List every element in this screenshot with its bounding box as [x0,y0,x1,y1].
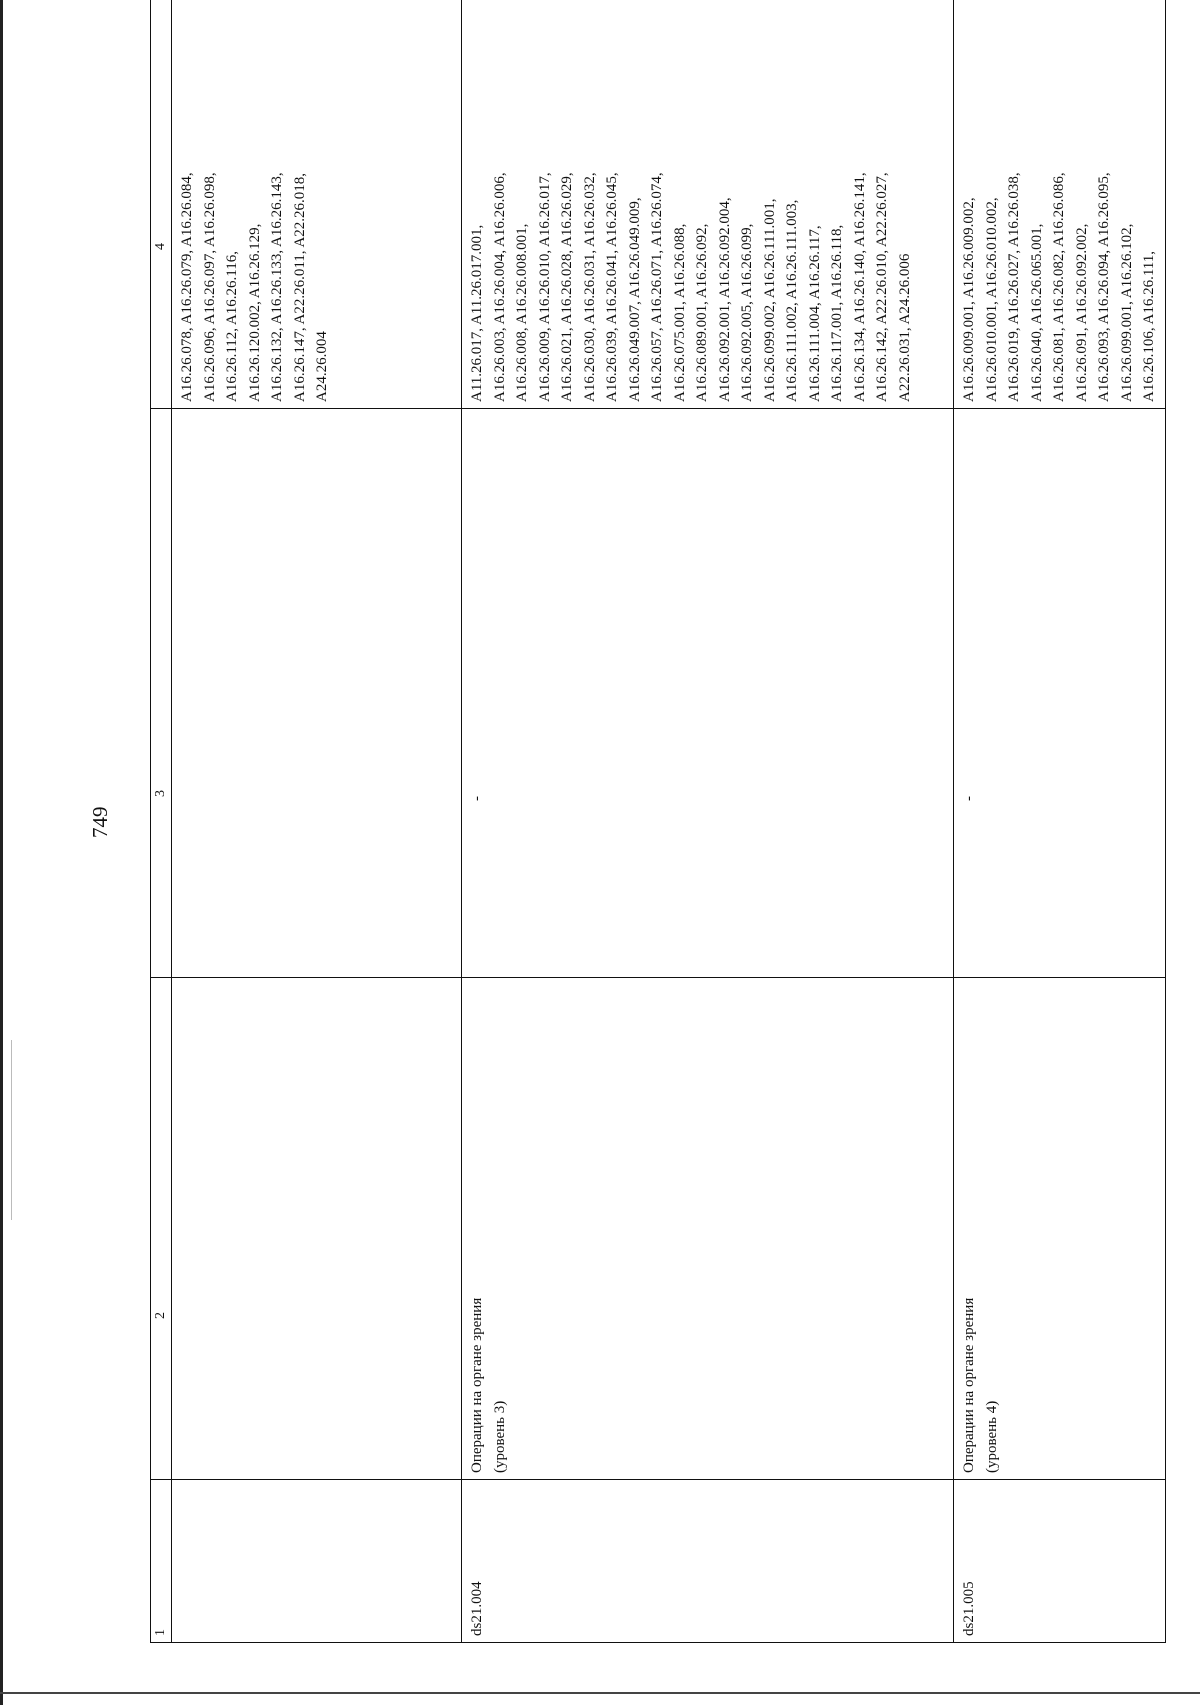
code-line: A16.26.117.001, A16.26.118, [829,224,845,402]
code-line: A16.26.010.001, A16.26.010.002, [983,197,1000,402]
code-line: A16.26.099.002, A16.26.111.001, [761,198,778,402]
code-line: A16.26.120.002, A16.26.129, [246,223,263,402]
tariff-table [150,0,1166,1643]
row-name-line: (уровень 3) [491,1400,508,1473]
row-name-line: Операции на органе зрения [469,1297,485,1473]
code-line: A16.26.132, A16.26.133, A16.26.143, [269,172,285,402]
code-line: A16.26.089.001, A16.26.092, [694,223,710,402]
code-line: A16.26.093, A16.26.094, A16.26.095, [1096,172,1112,402]
code-line: A16.26.040, A16.26.065.001, [1028,223,1045,402]
row-name [462,978,954,1480]
scan-left-edge [0,0,3,1705]
table-row [954,0,1166,1643]
code-line: A16.26.003, A16.26.004, A16.26.006, [491,172,508,402]
code-line: A16.26.021, A16.26.028, A16.26.029, [559,172,575,402]
table-row [462,0,954,1643]
code-line: A16.26.134, A16.26.140, A16.26.141, [851,172,868,402]
code-line: A24.26.004 [314,331,330,402]
code-line: A16.26.075.001, A16.26.088, [671,223,688,402]
row-codes [954,0,1166,409]
row-col3 [462,409,954,978]
column-header-row [151,0,172,1643]
scan-bottom-edge [0,1692,1200,1694]
row-col3 [954,409,1166,978]
row-col3 [172,409,462,978]
code-line: A22.26.031, A24.26.006 [896,253,913,402]
code-line: A16.26.092.001, A16.26.092.004, [716,197,733,402]
row-code [172,1480,462,1643]
code-line: A16.26.147, A22.26.011, A22.26.018, [291,172,308,402]
code-line: A11.26.017, A11.26.017.001, [469,224,485,402]
column-header-2: 2 [151,978,172,1480]
code-line: A16.26.049.007, A16.26.049.009, [626,197,643,402]
dash-value: - [469,796,485,801]
code-line: A16.26.009, A16.26.010, A16.26.017, [536,172,553,402]
row-codes [172,0,462,409]
code-line: A16.26.111.002, A16.26.111.003, [784,199,800,402]
row-name-line: Операции на органе зрения [961,1297,977,1473]
row-code: ds21.004 [462,1480,954,1643]
code-line: A16.26.112, A16.26.116, [224,251,240,402]
code-line: A16.26.019, A16.26.027, A16.26.038, [1006,172,1022,402]
code-line: A16.26.081, A16.26.082, A16.26.086, [1051,172,1067,402]
rotated-table-wrapper [150,60,1157,1643]
code-line: A16.26.078, A16.26.079, A16.26.084, [179,172,195,402]
column-header-1: 1 [151,1480,172,1643]
code-line: A16.26.099.001, A16.26.102, [1118,223,1135,402]
code-line: A16.26.057, A16.26.071, A16.26.074, [649,172,665,402]
row-name-line: (уровень 4) [983,1400,1000,1473]
row-name [954,978,1166,1480]
code-line: A16.26.142, A22.26.010, A22.26.027, [874,172,890,402]
code-line: A16.26.009.001, A16.26.009.002, [961,197,977,402]
code-line: A16.26.096, A16.26.097, A16.26.098, [201,172,218,402]
page-number: 749 [88,806,112,838]
code-line: A16.26.008, A16.26.008.001, [514,223,530,402]
code-line: A16.26.030, A16.26.031, A16.26.032, [581,172,598,402]
code-line: A16.26.091, A16.26.092.002, [1073,223,1090,402]
column-header-3: 3 [151,409,172,978]
scan-fold-mark [11,1040,12,1220]
row-name [172,978,462,1480]
code-line: A16.26.106, A16.26.111, [1141,251,1157,402]
code-line: A16.26.111.004, A16.26.117, [806,225,823,402]
row-code: ds21.005 [954,1480,1166,1643]
dash-value: - [961,796,977,801]
code-line: A16.26.092.005, A16.26.099, [739,223,755,402]
code-line: A16.26.039, A16.26.041, A16.26.045, [604,172,620,402]
table-row [172,0,462,1643]
row-codes [462,0,954,409]
column-header-4: 4 [151,0,172,409]
